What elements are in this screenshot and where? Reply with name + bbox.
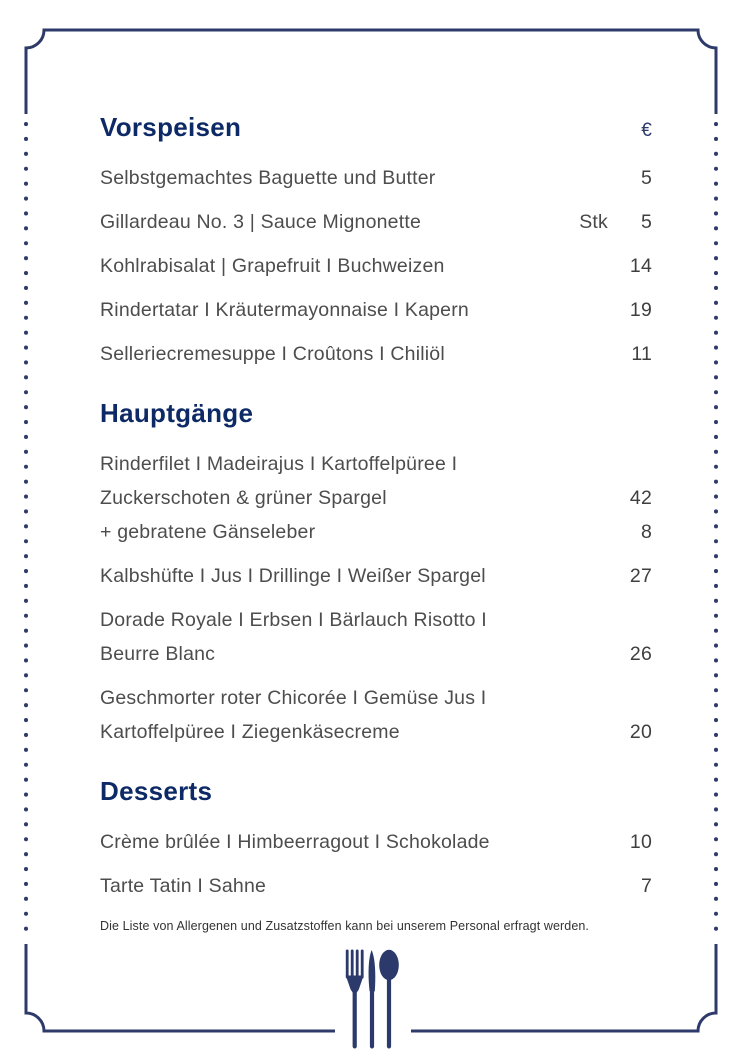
cutlery-fork-knife-spoon-icon bbox=[345, 949, 401, 1050]
dish-name: Rindertatar I Kräutermayonnaise I Kapern bbox=[100, 298, 469, 321]
menu-item-line bbox=[100, 337, 652, 371]
menu-item bbox=[100, 293, 652, 327]
menu-content bbox=[100, 109, 652, 933]
dish-name: Dorade Royale I Erbsen I Bärlauch Risotto I bbox=[100, 608, 487, 631]
menu-item bbox=[100, 249, 652, 283]
menu-item-line bbox=[100, 447, 652, 481]
menu-sections bbox=[100, 109, 652, 903]
dish-name: Gillardeau No. 3 | Sauce Mignonette bbox=[100, 210, 421, 233]
dish-name: Zuckerschoten & grüner Spargel bbox=[100, 486, 387, 509]
menu-section bbox=[100, 109, 652, 371]
section-title: Desserts bbox=[100, 776, 213, 806]
menu-item-line bbox=[100, 293, 652, 327]
dish-price: 19 bbox=[629, 298, 652, 321]
menu-item-line bbox=[100, 715, 652, 749]
knife-icon bbox=[369, 950, 376, 1049]
menu-item bbox=[100, 205, 652, 239]
dish-name: Selleriecremesuppe I Croûtons I Chiliöl bbox=[100, 342, 445, 365]
dish-price: 5 bbox=[640, 210, 652, 233]
menu-item-line bbox=[100, 869, 652, 903]
spoon-icon bbox=[379, 950, 399, 1049]
price-unit: Stk bbox=[579, 210, 608, 233]
menu-item bbox=[100, 825, 652, 859]
dish-price: 11 bbox=[631, 342, 652, 365]
dish-price: 26 bbox=[629, 642, 652, 665]
dish-name: Selbstgemachtes Baguette und Butter bbox=[100, 166, 436, 189]
menu-item bbox=[100, 161, 652, 195]
menu-item bbox=[100, 603, 652, 671]
dish-name: + gebratene Gänseleber bbox=[100, 520, 316, 543]
dish-price: 20 bbox=[629, 720, 652, 743]
dish-name: Beurre Blanc bbox=[100, 642, 216, 665]
section-title: Vorspeisen bbox=[100, 112, 242, 142]
section-title: Hauptgänge bbox=[100, 398, 254, 428]
menu-section bbox=[100, 773, 652, 903]
allergen-note: Die Liste von Allergenen und Zusatzstoffen kann bei unserem Personal erfragt werden. bbox=[100, 919, 590, 933]
menu-item bbox=[100, 337, 652, 371]
section-header bbox=[100, 109, 652, 145]
dish-name: Kartoffelpüree I Ziegenkäsecreme bbox=[100, 720, 400, 743]
dish-name: Rinderfilet I Madeirajus I Kartoffelpüree I bbox=[100, 452, 458, 475]
menu-item-line bbox=[100, 681, 652, 715]
dish-name: Geschmorter roter Chicorée I Gemüse Jus I bbox=[100, 686, 487, 709]
menu-item-line bbox=[100, 515, 652, 549]
menu-item-line bbox=[100, 825, 652, 859]
menu-item-line bbox=[100, 249, 652, 283]
menu-item-line bbox=[100, 205, 652, 239]
menu-section bbox=[100, 395, 652, 749]
dish-price: 5 bbox=[640, 166, 652, 189]
menu-item-line bbox=[100, 637, 652, 671]
dish-name: Tarte Tatin I Sahne bbox=[100, 874, 267, 897]
frame-top-bracket bbox=[26, 30, 716, 114]
dish-price: 7 bbox=[640, 874, 652, 897]
dish-name: Kalbshüfte I Jus I Drillinge I Weißer Spargel bbox=[100, 564, 486, 587]
dish-price: 14 bbox=[629, 254, 652, 277]
menu-item-line bbox=[100, 603, 652, 637]
fork-icon bbox=[346, 950, 364, 1049]
menu-item-line bbox=[100, 161, 652, 195]
menu-item bbox=[100, 447, 652, 549]
menu-item bbox=[100, 681, 652, 749]
dish-price: 42 bbox=[629, 486, 652, 509]
section-header bbox=[100, 395, 652, 431]
dish-name: Crème brûlée I Himbeerragout I Schokolade bbox=[100, 830, 490, 853]
dish-price: 10 bbox=[629, 830, 652, 853]
currency-header: € bbox=[641, 120, 652, 141]
menu-item-line bbox=[100, 481, 652, 515]
dish-name: Kohlrabisalat | Grapefruit I Buchweizen bbox=[100, 254, 445, 277]
dish-price: 27 bbox=[629, 564, 652, 587]
menu-item bbox=[100, 869, 652, 903]
dish-price: 8 bbox=[640, 520, 652, 543]
section-header bbox=[100, 773, 652, 809]
menu-item bbox=[100, 559, 652, 593]
menu-item-line bbox=[100, 559, 652, 593]
